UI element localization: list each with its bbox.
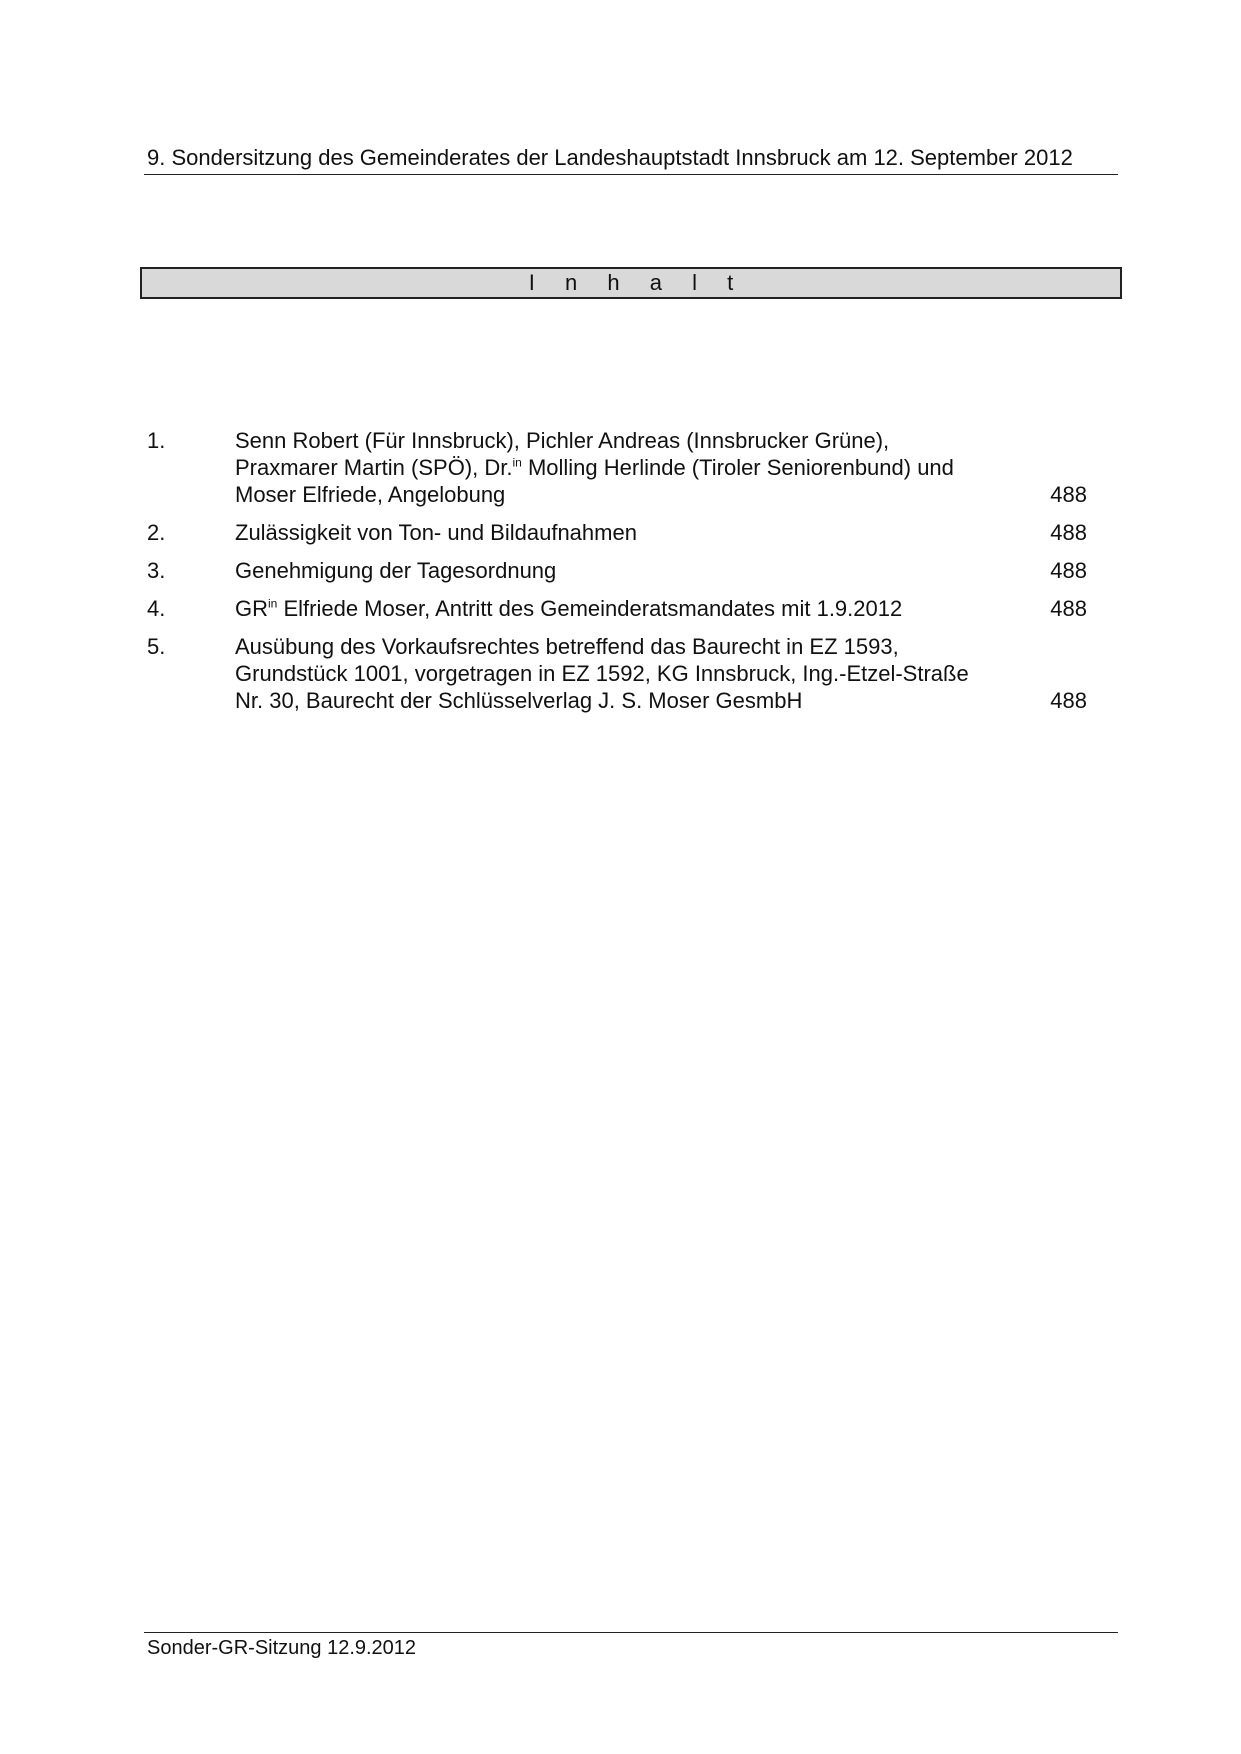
toc-entry-number: 1.	[147, 428, 166, 453]
toc-entry-page: 488	[1050, 520, 1087, 545]
contents-heading-box	[140, 267, 1122, 299]
superscript: in	[512, 455, 522, 470]
toc-text-fragment: Elfriede Moser, Antritt des Gemeinderatsmandates mit 1.9.2012	[277, 596, 903, 621]
toc-text-fragment: GR	[235, 596, 268, 621]
toc-entry[interactable]	[147, 557, 1087, 584]
toc-entry-line: Moser Elfriede, Angelobung	[235, 482, 506, 507]
toc-entry-line: Grundstück 1001, vorgetragen in EZ 1592, KG Innsbruck, Ing.-Etzel-Straße	[235, 661, 969, 686]
toc-entry-line	[235, 595, 1027, 622]
toc-entry-title	[235, 427, 1027, 508]
toc-entry-line: Nr. 30, Baurecht der Schlüsselverlag J. S. Moser GesmbH	[235, 688, 803, 713]
toc-entry-number: 5.	[147, 634, 166, 659]
toc-entry-line: Genehmigung der Tagesordnung	[235, 558, 557, 583]
superscript: in	[268, 596, 278, 611]
page-header	[144, 144, 1118, 175]
toc-entry-title	[235, 633, 1027, 714]
footer-text: Sonder-GR-Sitzung 12.9.2012	[147, 1637, 417, 1659]
toc-entry-line	[235, 454, 1027, 481]
toc-entry-line: Senn Robert (Für Innsbruck), Pichler Andreas (Innsbrucker Grüne),	[235, 428, 890, 453]
toc-entry-page: 488	[1050, 482, 1087, 507]
page-title: 9. Sondersitzung des Gemeinderates der Landeshauptstadt Innsbruck am 12. September 2012	[147, 145, 1073, 170]
toc-entry-line: Ausübung des Vorkaufsrechtes betreffend das Baurecht in EZ 1593,	[235, 634, 899, 659]
toc-entry[interactable]	[147, 427, 1087, 508]
toc-entry[interactable]	[147, 633, 1087, 714]
toc-entry[interactable]	[147, 595, 1087, 622]
toc-entry-page: 488	[1050, 558, 1087, 583]
table-of-contents	[147, 427, 1087, 725]
toc-entry-line: Zulässigkeit von Ton- und Bildaufnahmen	[235, 520, 637, 545]
toc-entry[interactable]	[147, 519, 1087, 546]
contents-heading: I n h a l t	[528, 270, 746, 295]
toc-entry-title	[235, 557, 1027, 584]
toc-entry-title	[235, 519, 1027, 546]
toc-entry-title	[235, 595, 1027, 622]
toc-text-fragment: Praxmarer Martin (SPÖ), Dr.	[235, 455, 513, 480]
toc-entry-number: 4.	[147, 596, 166, 621]
page-footer	[144, 1632, 1118, 1661]
toc-entry-page: 488	[1050, 688, 1087, 713]
toc-entry-number: 3.	[147, 558, 166, 583]
toc-text-fragment: Molling Herlinde (Tiroler Seniorenbund) und	[521, 455, 954, 480]
toc-entry-page: 488	[1050, 596, 1087, 621]
toc-entry-number: 2.	[147, 520, 166, 545]
